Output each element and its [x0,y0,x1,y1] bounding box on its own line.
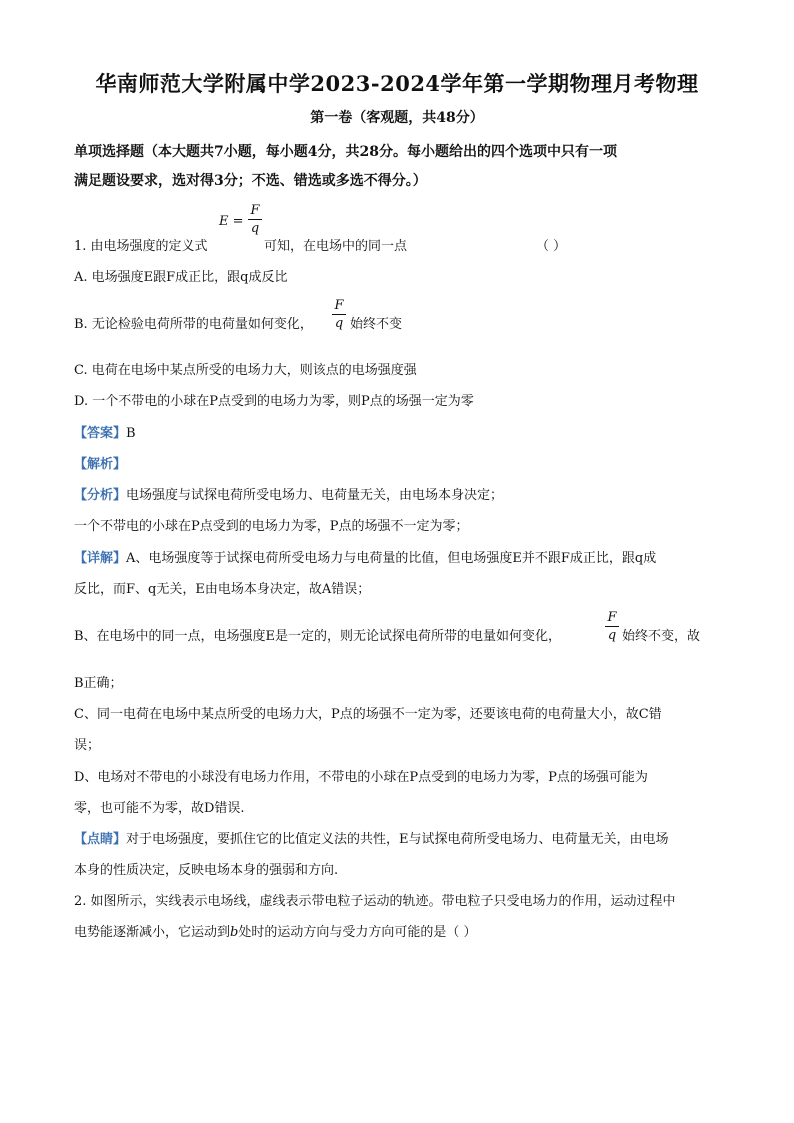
q1-frac-denominator: q [250,221,260,236]
q1-option-b-prefix: B. 无论检验电荷所带的电荷量如何变化， [74,317,313,332]
q1-option-b-suffix: 始终不变 [350,317,403,332]
q1-c-explanation-line1: C、同一电荷在电场中某点所受的电场力大，P点的场强不一定为零，还要该电荷的电荷量大小，故C错 [74,707,662,722]
section-instructions-line1: 单项选择题（本大题共7小题，每小题4分，共28分。每小题给出的四个选项中只有一项 [74,144,617,160]
q1-fenxi [74,484,503,503]
q1-b-explanation-line2: B正确； [74,676,123,691]
q1-dianjing [74,828,669,847]
section-subtitle: 第一卷（客观题，共48分） [310,110,484,126]
q1-formula-fraction [248,203,262,236]
fraction-bar [332,314,346,315]
fraction-bar [248,219,262,220]
xiangjie-text-1: A、电场强度等于试探电荷所受电场力与电荷量的比值，但电场强度E并不跟F成正比，跟q成 [126,551,657,566]
q1-option-d: D. 一个不带电的小球在P点受到的电场力为零，则P点的场强一定为零 [74,394,474,409]
q1-answer [74,422,136,441]
q1-fenxi-line2: 一个不带电的小球在P点受到的电场力为零，P点的场强不一定为零； [74,519,469,534]
xiangjie-tag: 【详解】 [74,551,127,566]
fraction-bar [605,626,619,627]
q1-analysis-heading [74,453,126,472]
q2-stem-line2-suffix: 处时的运动方向与受力方向可能的是（ ） [238,925,477,940]
q1-frac-numerator: F [250,203,260,218]
answer-tag: 【答案】 [74,426,127,441]
q1-option-c: C. 电荷在电场中某点所受的电场力大，则该点的电场强度强 [74,363,417,378]
q1-option-b-denominator: q [334,316,344,331]
q1-b-explanation-numerator: F [607,610,617,625]
fenxi-text-1: 电场强度与试探电荷所受电场力、电荷量无关，由电场本身决定； [126,488,504,503]
page-title: 华南师范大学附属中学2023-2024学年第一学期物理月考物理 [95,71,699,96]
dianjing-tag: 【点睛】 [74,832,127,847]
section-instructions-line2: 满足题设要求，选对得3分；不选、错选或多选不得分。） [74,173,427,189]
q2-point-b: b [230,925,239,940]
q1-option-a: A. 电场强度E跟F成正比，跟q成反比 [74,270,288,285]
q1-dianjing-line2: 本身的性质决定，反映电场本身的强弱和方向. [74,863,339,878]
q1-formula-lhs: E = [219,214,244,229]
q2-stem-line2-prefix: 电势能逐渐减小，它运动到 [74,925,231,940]
q1-option-b-fraction [332,298,346,331]
q2-stem-line2 [74,921,476,940]
q2-stem-line1: 2. 如图所示，实线表示电场线，虚线表示带电粒子运动的轨迹。带电粒子只受电场力的作用，运动过程中 [74,894,676,909]
q1-stem-prefix: 1. 由电场强度的定义式 [74,239,208,254]
q1-xiangjie-line2: 反比，而F、q无关，E由电场本身决定，故A错误； [74,582,371,597]
q1-b-explanation-suffix: 始终不变，故 [622,629,701,644]
analysis-tag: 【解析】 [74,457,127,472]
q1-d-explanation-line1: D、电场对不带电的小球没有电场力作用，不带电的小球在P点受到的电场力为零，P点的场强可能为 [74,770,648,785]
fenxi-tag: 【分析】 [74,488,127,503]
q1-d-explanation-line2: 零，也可能不为零，故D错误. [74,801,245,816]
q1-b-explanation-fraction [605,610,619,643]
q1-b-explanation-prefix: B、在电场中的同一点，电场强度E是一定的，则无论试探电荷所带的电量如何变化， [74,629,562,644]
q1-answer-paren: （ ） [536,239,567,254]
q1-xiangjie [74,547,656,566]
q1-option-b-numerator: F [334,298,344,313]
q1-c-explanation-line2: 误； [74,738,101,753]
q1-b-explanation-denominator: q [607,628,617,643]
q1-stem-suffix: 可知，在电场中的同一点 [264,239,408,254]
dianjing-text-1: 对于电场强度，要抓住它的比值定义法的共性，E与试探电荷所受电场力、电荷量无关，由电场 [126,832,669,847]
answer-value: B [126,426,136,441]
